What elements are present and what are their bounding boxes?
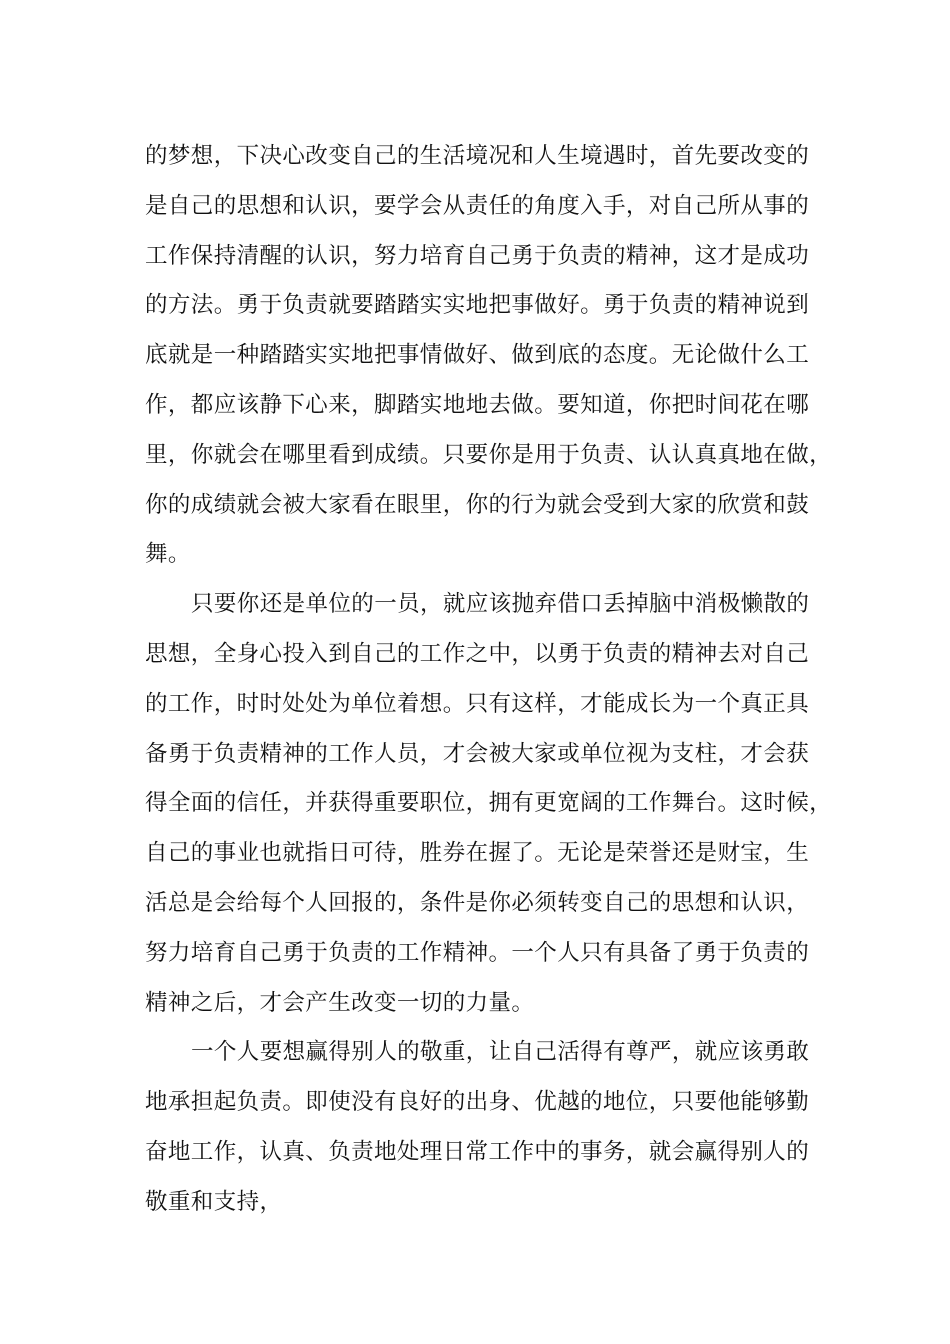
text-line: 活总是会给每个人回报的，条件是你必须转变自己的思想和认识，: [145, 889, 810, 916]
text-line: 自己的事业也就指日可待，胜券在握了。无论是荣誉还是财宝，生: [145, 840, 810, 867]
text-line: 工作保持清醒的认识，努力培育自己勇于负责的精神，这才是成功: [145, 242, 810, 269]
text-line: 里，你就会在哪里看到成绩。只要你是用于负责、认认真真地在做，: [145, 441, 833, 468]
paragraph-first-line: 一个人要想赢得别人的敬重，让自己活得有尊严，就应该勇敢: [191, 1039, 810, 1066]
text-line: 奋地工作，认真、负责地处理日常工作中的事务，就会赢得别人的: [145, 1138, 810, 1165]
text-line: 备勇于负责精神的工作人员，才会被大家或单位视为支柱，才会获: [145, 740, 810, 767]
text-line: 你的成绩就会被大家看在眼里，你的行为就会受到大家的欣赏和鼓: [145, 491, 810, 518]
text-line: 的工作，时时处处为单位着想。只有这样，才能成长为一个真正具: [145, 690, 810, 717]
text-line: 地承担起负责。即使没有良好的出身、优越的地位，只要他能够勤: [145, 1089, 810, 1116]
text-line: 得全面的信任，并获得重要职位，拥有更宽阔的工作舞台。这时候，: [145, 790, 833, 817]
text-line: 思想，全身心投入到自己的工作之中，以勇于负责的精神去对自己: [145, 640, 810, 667]
text-line: 的方法。勇于负责就要踏踏实实地把事做好。勇于负责的精神说到: [145, 292, 810, 319]
text-line: 作，都应该静下心来，脚踏实地地去做。要知道，你把时间花在哪: [145, 391, 810, 418]
paragraph-first-line: 只要你还是单位的一员，就应该抛弃借口丢掉脑中消极懒散的: [191, 591, 810, 618]
text-line: 底就是一种踏踏实实地把事情做好、做到底的态度。无论做什么工: [145, 342, 810, 369]
text-line: 精神之后，才会产生改变一切的力量。: [145, 989, 535, 1016]
text-line: 是自己的思想和认识，要学会从责任的角度入手，对自己所从事的: [145, 192, 810, 219]
text-line: 舞。: [145, 541, 191, 568]
body-text: [145, 132, 833, 1228]
text-line: 敬重和支持，: [145, 1188, 283, 1215]
text-line: 努力培育自己勇于负责的工作精神。一个人只有具备了勇于负责的: [145, 939, 810, 966]
text-line: 的梦想，下决心改变自己的生活境况和人生境遇时，首先要改变的: [145, 143, 810, 169]
